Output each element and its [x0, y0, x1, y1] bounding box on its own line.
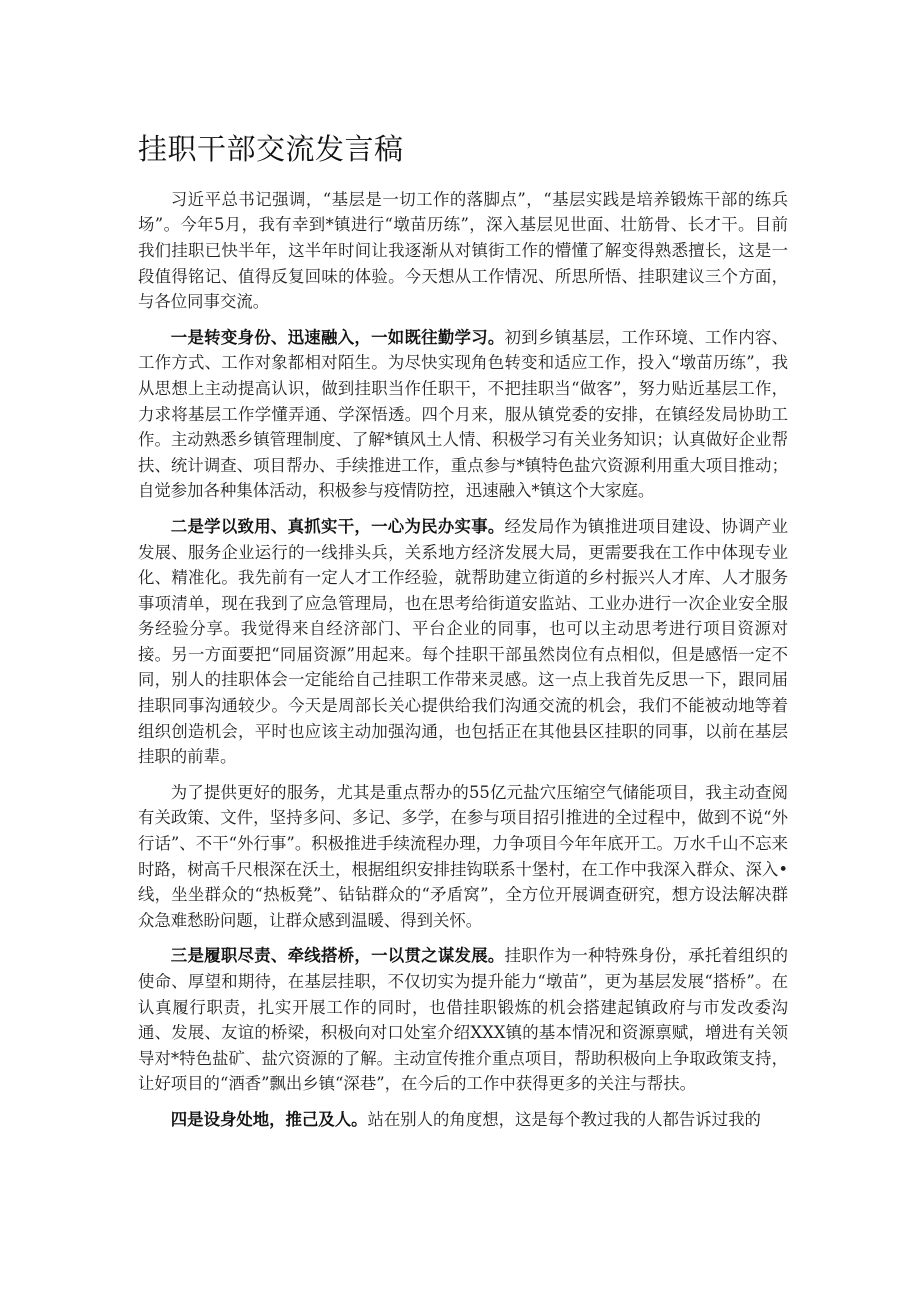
paragraph-lead: 二是学以致用、真抓实干，一心为民办实事。 [170, 516, 505, 536]
paragraph-point-three [138, 943, 788, 1097]
document-page [138, 132, 788, 1143]
paragraph-point-four [138, 1107, 788, 1133]
paragraph-service [138, 780, 788, 934]
paragraph-point-one [138, 325, 788, 504]
paragraph-text: 挂职作为一种特殊身份，承托着组织的使命、厚望和期待，在基层挂职，不仅切实为提升能力“墩苗”，更为基层发展“搭桥”。在认真履行职责，扎实开展工作的同时，也借挂职锻炼的机会搭建起镇政府与市发改委沟通、发展、友谊的桥梁，积极向对口处室介绍XXX镇的基本情况和资源禀赋，增进有关领导对*特色盐矿、盐穴资源的了解。主动宣传推介重点项目，帮助积极向上争取政策支持，让好项目的“酒香”飘出乡镇“深巷”，在今后的工作中获得更多的关注与帮扶。 [138, 946, 789, 1094]
paragraph-text: 为了提供更好的服务，尤其是重点帮办的55亿元盐穴压缩空气储能项目，我主动查阅有关政策、文件，坚持多问、多记、多学，在参与项目招引推进的全过程中，做到不说“外行话”、不干“外行事”。积极推进手续流程办理，力争项目今年年底开工。万水千山不忘来时路，树高千尺根深在沃土，根据组织安排挂钩联系十堡村，在工作中我深入群众、深入•线，坐坐群众的“热板凳”、钻钻群众的“矛盾窝”，全方位开展调查研究，想方设法解决群众急难愁盼问题，让群众感到温暖、得到关怀。 [138, 782, 788, 930]
paragraph-text: 经发局作为镇推进项目建设、协调产业发展、服务企业运行的一线排头兵，关系地方经济发展大局，更需要我在工作中体现专业化、精准化。我先前有一定人才工作经验，就帮助建立街道的乡村振兴人才库、人才服务事项清单，现在我到了应急管理局，也在思考给街道安监站、工业办进行一次企业安全服务经验分享。我觉得来自经济部门、平台企业的同事，也可以主动思考进行项目资源对接。另一方面要把“同届资源”用起来。每个挂职干部虽然岗位有点相似，但是感悟一定不同，别人的挂职体会一定能给自己挂职工作带来灵感。这一点上我首先反思一下，跟同届挂职同事沟通较少。今天是周部长关心提供给我们沟通交流的机会，我们不能被动地等着组织创造机会，平时也应该主动加强沟通，也包括正在其他县区挂职的同事，以前在基层挂职的前辈。 [138, 516, 789, 767]
page-title: 挂职干部交流发言稿 [138, 132, 404, 166]
paragraph-text: 初到乡镇基层，工作环境、工作内容、工作方式、工作对象都相对陌生。为尽快实现角色转变和适应工作，投入“墩苗历练”，我从思想上主动提高认识，做到挂职当作任职干，不把挂职当“做客”，努力贴近基层工作，力求将基层工作学懂弄通、学深悟透。四个月来，服从镇党委的安排，在镇经发局协助工作。主动熟悉乡镇管理制度、了解*镇风土人情、积极学习有关业务知识；认真做好企业帮扶、统计调查、项目帮办、手续推进工作，重点参与*镇特色盐穴资源利用重大项目推动；自觉参加各种集体活动，积极参与疫情防控，迅速融入*镇这个大家庭。 [138, 327, 789, 501]
paragraph-point-two [138, 514, 788, 770]
paragraph-lead: 一是转变身份、迅速融入，一如既往勤学习。 [170, 327, 505, 347]
paragraph-intro [138, 187, 788, 315]
paragraph-lead: 三是履职尽责、牵线搭桥，一以贯之谋发展。 [170, 946, 505, 966]
paragraph-lead: 四是设身处地，推己及人。 [170, 1109, 368, 1129]
paragraph-text: 习近平总书记强调，“基层是一切工作的落脚点”，“基层实践是培养锻炼干部的练兵场”。今年5月，我有幸到*镇进行“墩苗历练”，深入基层见世面、壮筋骨、长才干。目前我们挂职已快半年，这半年时间让我逐渐从对镇街工作的懵懂了解变得熟悉擅长，这是一段值得铭记、值得反复回味的体验。今天想从工作情况、所思所悟、挂职建议三个方面，与各位同事交流。 [138, 189, 788, 312]
paragraph-text: 站在别人的角度想，这是每个教过我的人都告诉过我的 [367, 1109, 761, 1129]
